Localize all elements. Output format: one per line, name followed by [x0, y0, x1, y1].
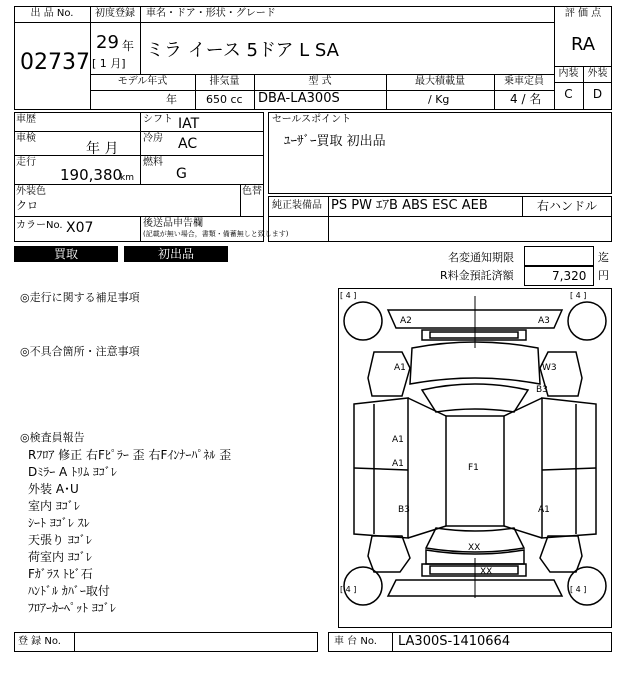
left-fender [368, 352, 410, 396]
equipment-label: 純正装備品 [272, 200, 322, 211]
interior-label: 内装 [558, 68, 579, 79]
model-year-label: モデル年式 [117, 76, 168, 87]
ext-color-value: クロ [16, 199, 38, 212]
equipment-value: PS PW ｴｱB ABS ESC AEB [331, 198, 488, 213]
color-no-label: カラーNo. [16, 220, 63, 231]
tire-front-left [344, 302, 382, 340]
type-value: DBA-LA300S [258, 91, 340, 106]
driving-notes-label: ◎走行に関する補足事項 [20, 291, 140, 304]
mark-a1-roof2: A1 [392, 459, 404, 469]
name-change-suffix: 迄 [598, 251, 609, 264]
inspector-line: ｼｰﾄ ﾖｺﾞﾚ ｽﾚ [28, 516, 90, 530]
sales-point-label: セールスポイント [272, 114, 352, 125]
shift-value: IAT [178, 116, 200, 132]
first-reg-year: 29 [96, 32, 119, 53]
lot-no-label: 出 品 No. [30, 8, 74, 19]
mark-xx1: XX [468, 543, 481, 553]
mark-f1: F1 [468, 463, 479, 473]
car-name: ミラ イース 5ドア L SA [146, 40, 339, 61]
inspector-line: Dﾐﾗｰ A ﾄﾘﾑ ﾖｺﾞﾚ [28, 465, 117, 479]
post-install-label: 後送品申告欄 [143, 218, 203, 229]
mark-b3-right: B3 [536, 385, 548, 395]
displacement-value: 650 cc [206, 93, 243, 106]
ext-color-label: 外装色 [16, 186, 46, 197]
reg-no-label: 登 録 No. [18, 636, 61, 647]
year-unit: 年 [122, 39, 135, 53]
left-rear-fender [368, 536, 410, 572]
max-load-value: / Kg [428, 93, 450, 106]
ac-value: AC [178, 136, 198, 152]
fuel-label: 燃料 [143, 157, 163, 168]
displacement-label: 排気量 [209, 76, 240, 87]
tire-label-fl: [ 4 ] [340, 291, 357, 300]
type-label: 型 式 [308, 76, 332, 87]
fuel-value: G [176, 166, 187, 182]
mark-a1-right-rear: A1 [538, 505, 550, 515]
mileage-value: 190,380 [60, 166, 123, 184]
sales-point-value: ﾕｰｻﾞｰ買取 初出品 [284, 134, 386, 149]
mark-w3: W3 [542, 363, 557, 373]
recycle-unit: 円 [598, 269, 609, 282]
mark-b3-left: B3 [398, 505, 410, 515]
chassis-label: 車 台 No. [334, 636, 377, 647]
first-listing-badge: 初出品 [124, 246, 228, 262]
overall-grade: RA [570, 34, 596, 55]
recycle-label: R料金預託済額 [440, 269, 514, 282]
purchase-badge: 買取 [14, 246, 118, 262]
color-no-value: X07 [66, 220, 94, 236]
mark-a2: A2 [400, 316, 412, 326]
inspector-report-label: ◎検査員報告 [20, 431, 85, 444]
exterior-grade: D [592, 87, 603, 101]
steering-value: 右ハンドル [536, 199, 597, 213]
mark-a1-left-front: A1 [394, 363, 406, 373]
mark-a1-roof1: A1 [392, 435, 404, 445]
color-change-label: 色替 [242, 186, 262, 197]
exterior-label: 外装 [587, 68, 608, 79]
right-rear-fender [540, 536, 582, 572]
interior-grade: C [564, 87, 573, 101]
inspector-line: Fｶﾞﾗｽ ﾄﾋﾞ石 [28, 567, 93, 581]
mileage-unit: km [120, 173, 134, 183]
inspector-line: 荷室内 ﾖｺﾞﾚ [28, 550, 92, 564]
inspector-line: 室内 ﾖｺﾞﾚ [28, 499, 80, 513]
inspection-value: 年 月 [86, 141, 119, 157]
recycle-value: 7,320 [552, 269, 587, 283]
first-reg-month: [ 1 月] [92, 57, 126, 70]
inspector-line: Rﾌﾛｱ 修正 右Fﾋﾟﾗｰ 歪 右Fｲﾝﾅｰﾊﾟﾈﾙ 歪 [28, 448, 232, 462]
tire-front-right [568, 302, 606, 340]
max-load-label: 最大積載量 [415, 76, 465, 87]
grade-label: 評 価 点 [564, 8, 602, 19]
inspection-label: 車検 [16, 133, 36, 144]
tire-label-rl: [ 4 ] [340, 585, 357, 594]
tire-label-rr: [ 4 ] [570, 585, 587, 594]
mark-a3: A3 [538, 316, 550, 326]
inspector-line: ﾌﾛｱｰｶｰﾍﾟｯﾄ ﾖｺﾞﾚ [28, 601, 116, 615]
chassis-value: LA300S-1410664 [398, 634, 511, 649]
model-year-unit: 年 [166, 93, 177, 106]
inspector-line: 外装 A･U [28, 482, 79, 496]
windshield [422, 384, 528, 412]
capacity-value: 4 / 名 [510, 92, 542, 106]
first-reg-label: 初度登録 [95, 8, 135, 19]
name-change-label: 名変通知期限 [448, 251, 514, 264]
post-install-note: (記載が無い場合，書類・備蓄無しと致します) [143, 230, 289, 238]
name-change-box [524, 246, 594, 266]
hood [410, 342, 540, 384]
mileage-label: 走行 [16, 157, 36, 168]
car-name-label: 車名・ドア・形状・グレード [146, 8, 276, 19]
lot-number: 02737 [20, 50, 90, 75]
inspector-report-list [28, 446, 231, 616]
car-diagram [338, 288, 612, 628]
defects-notes-label: ◎不具合箇所・注意事項 [20, 345, 140, 358]
inspector-line: 天張り ﾖｺﾞﾚ [28, 533, 92, 547]
inspector-line: ﾊﾝﾄﾞﾙ ｶﾊﾞｰ取付 [28, 584, 110, 598]
shift-label: シフト [143, 114, 173, 125]
tire-label-fr: [ 4 ] [570, 291, 587, 300]
mark-xx2: XX [480, 567, 493, 577]
capacity-label: 乗車定員 [504, 76, 544, 87]
ac-label: 冷房 [143, 133, 163, 144]
history-label: 車歴 [16, 114, 36, 125]
